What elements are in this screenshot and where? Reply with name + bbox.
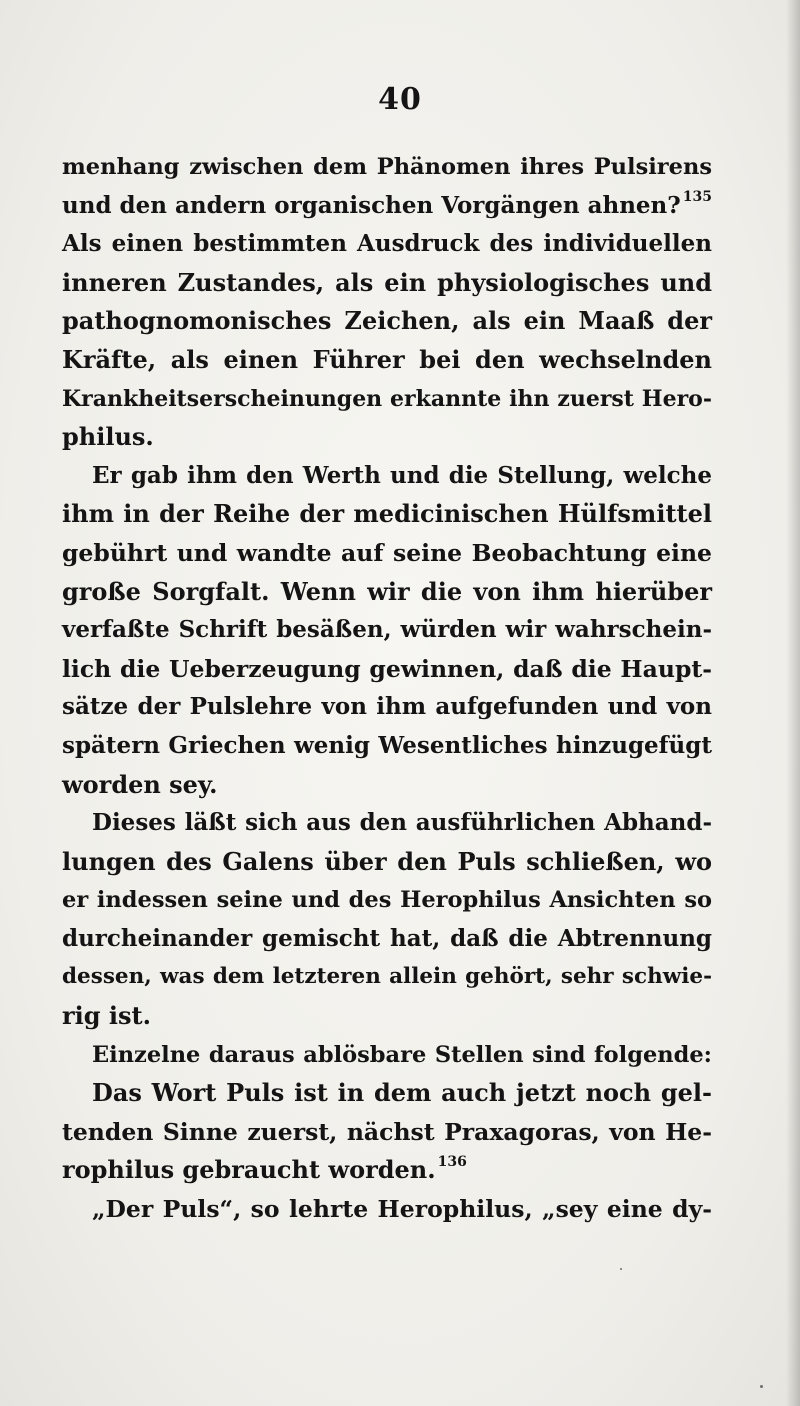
body-text [62, 148, 712, 1229]
text-line [62, 380, 712, 419]
text-line [62, 302, 712, 341]
text-line-content: Krankheitserscheinungen erkannte ihn zuerst Hero- [62, 385, 712, 412]
text-line [62, 264, 712, 303]
text-line-content: rig ist. [62, 1001, 151, 1031]
text-line-content: große Sorgfalt. Wenn wir die von ihm hierüber [62, 576, 712, 606]
text-line-content: und den andern organischen Vorgängen ahnen? [62, 191, 681, 219]
text-line [62, 611, 712, 650]
text-line-content: dessen, was dem letzteren allein gehört, sehr schwie- [62, 964, 712, 990]
text-line [62, 881, 712, 920]
text-line-content: sätze der Pulslehre von ihm aufgefunden und von [62, 693, 712, 721]
text-line [62, 1151, 712, 1190]
text-line [62, 1074, 712, 1113]
text-line [62, 920, 712, 959]
text-line [62, 495, 712, 534]
text-line [62, 958, 712, 997]
text-line-content: Als einen bestimmten Ausdruck des individuellen [62, 230, 712, 258]
text-line-content: inneren Zustandes, als ein physiologisches und [62, 267, 712, 297]
text-line-content: Das Wort Puls ist in dem auch jetzt noch gel- [92, 1078, 712, 1108]
text-line [62, 457, 712, 496]
text-line-content: Er gab ihm den Werth und die Stellung, welche [92, 461, 712, 489]
text-line [62, 1113, 712, 1152]
text-line-content: spätern Griechen wenig Wesentliches hinzugefügt [62, 731, 712, 759]
text-line-content: gebührt und wandte auf seine Beobachtung eine [62, 538, 712, 567]
text-line [62, 804, 712, 843]
text-line [62, 650, 712, 689]
text-line-content: ihm in der Reihe der medicinischen Hülfsmittel [62, 499, 712, 529]
text-line [62, 148, 712, 187]
paper-speck [760, 1385, 763, 1388]
text-line-content: lungen des Galens über den Puls schließen, wo [62, 846, 712, 876]
text-line-content: rophilus gebraucht worden. [62, 1155, 436, 1185]
text-line [62, 573, 712, 612]
text-line-content: lich die Ueberzeugung gewinnen, daß die Haupt- [62, 654, 712, 683]
text-line [62, 341, 712, 380]
paper-speck [620, 1268, 622, 1270]
text-line-content: verfaßte Schrift besäßen, würden wir wahrschein- [62, 616, 712, 644]
footnote-marker: 136 [437, 1154, 467, 1171]
page-number: 40 [378, 82, 422, 117]
text-line-content: pathognomonisches Zeichen, als ein Maaß der [62, 306, 712, 336]
text-line-content: Dieses läßt sich aus den ausführlichen Abhand- [92, 809, 712, 837]
text-line-content: philus. [62, 422, 154, 452]
text-line [62, 1190, 712, 1229]
text-line-content: Einzelne daraus ablösbare Stellen sind folgende: [92, 1041, 712, 1068]
text-line [62, 997, 712, 1036]
text-line-content: durcheinander gemischt hat, daß die Abtrennung [62, 924, 712, 952]
text-line-content: menhang zwischen dem Phänomen ihres Pulsirens [62, 154, 712, 180]
text-line [62, 766, 712, 805]
text-line-content: Kräfte, als einen Führer bei den wechselnden [62, 344, 712, 374]
text-line-content: er indessen seine und des Herophilus Ansichten so [62, 887, 712, 914]
text-line [62, 727, 712, 766]
text-line-content: tenden Sinne zuerst, nächst Praxagoras, von He- [62, 1117, 712, 1146]
text-line [62, 1036, 712, 1075]
text-line [62, 187, 712, 226]
footnote-marker: 135 [682, 188, 712, 205]
text-line-content: „Der Puls“, so lehrte Herophilus, „sey eine dy- [92, 1195, 712, 1224]
page-edge-shadow [786, 0, 800, 1406]
text-line [62, 688, 712, 727]
text-line [62, 843, 712, 882]
text-line [62, 534, 712, 573]
text-line [62, 418, 712, 457]
text-line [62, 225, 712, 264]
text-line-content: worden sey. [62, 769, 218, 799]
